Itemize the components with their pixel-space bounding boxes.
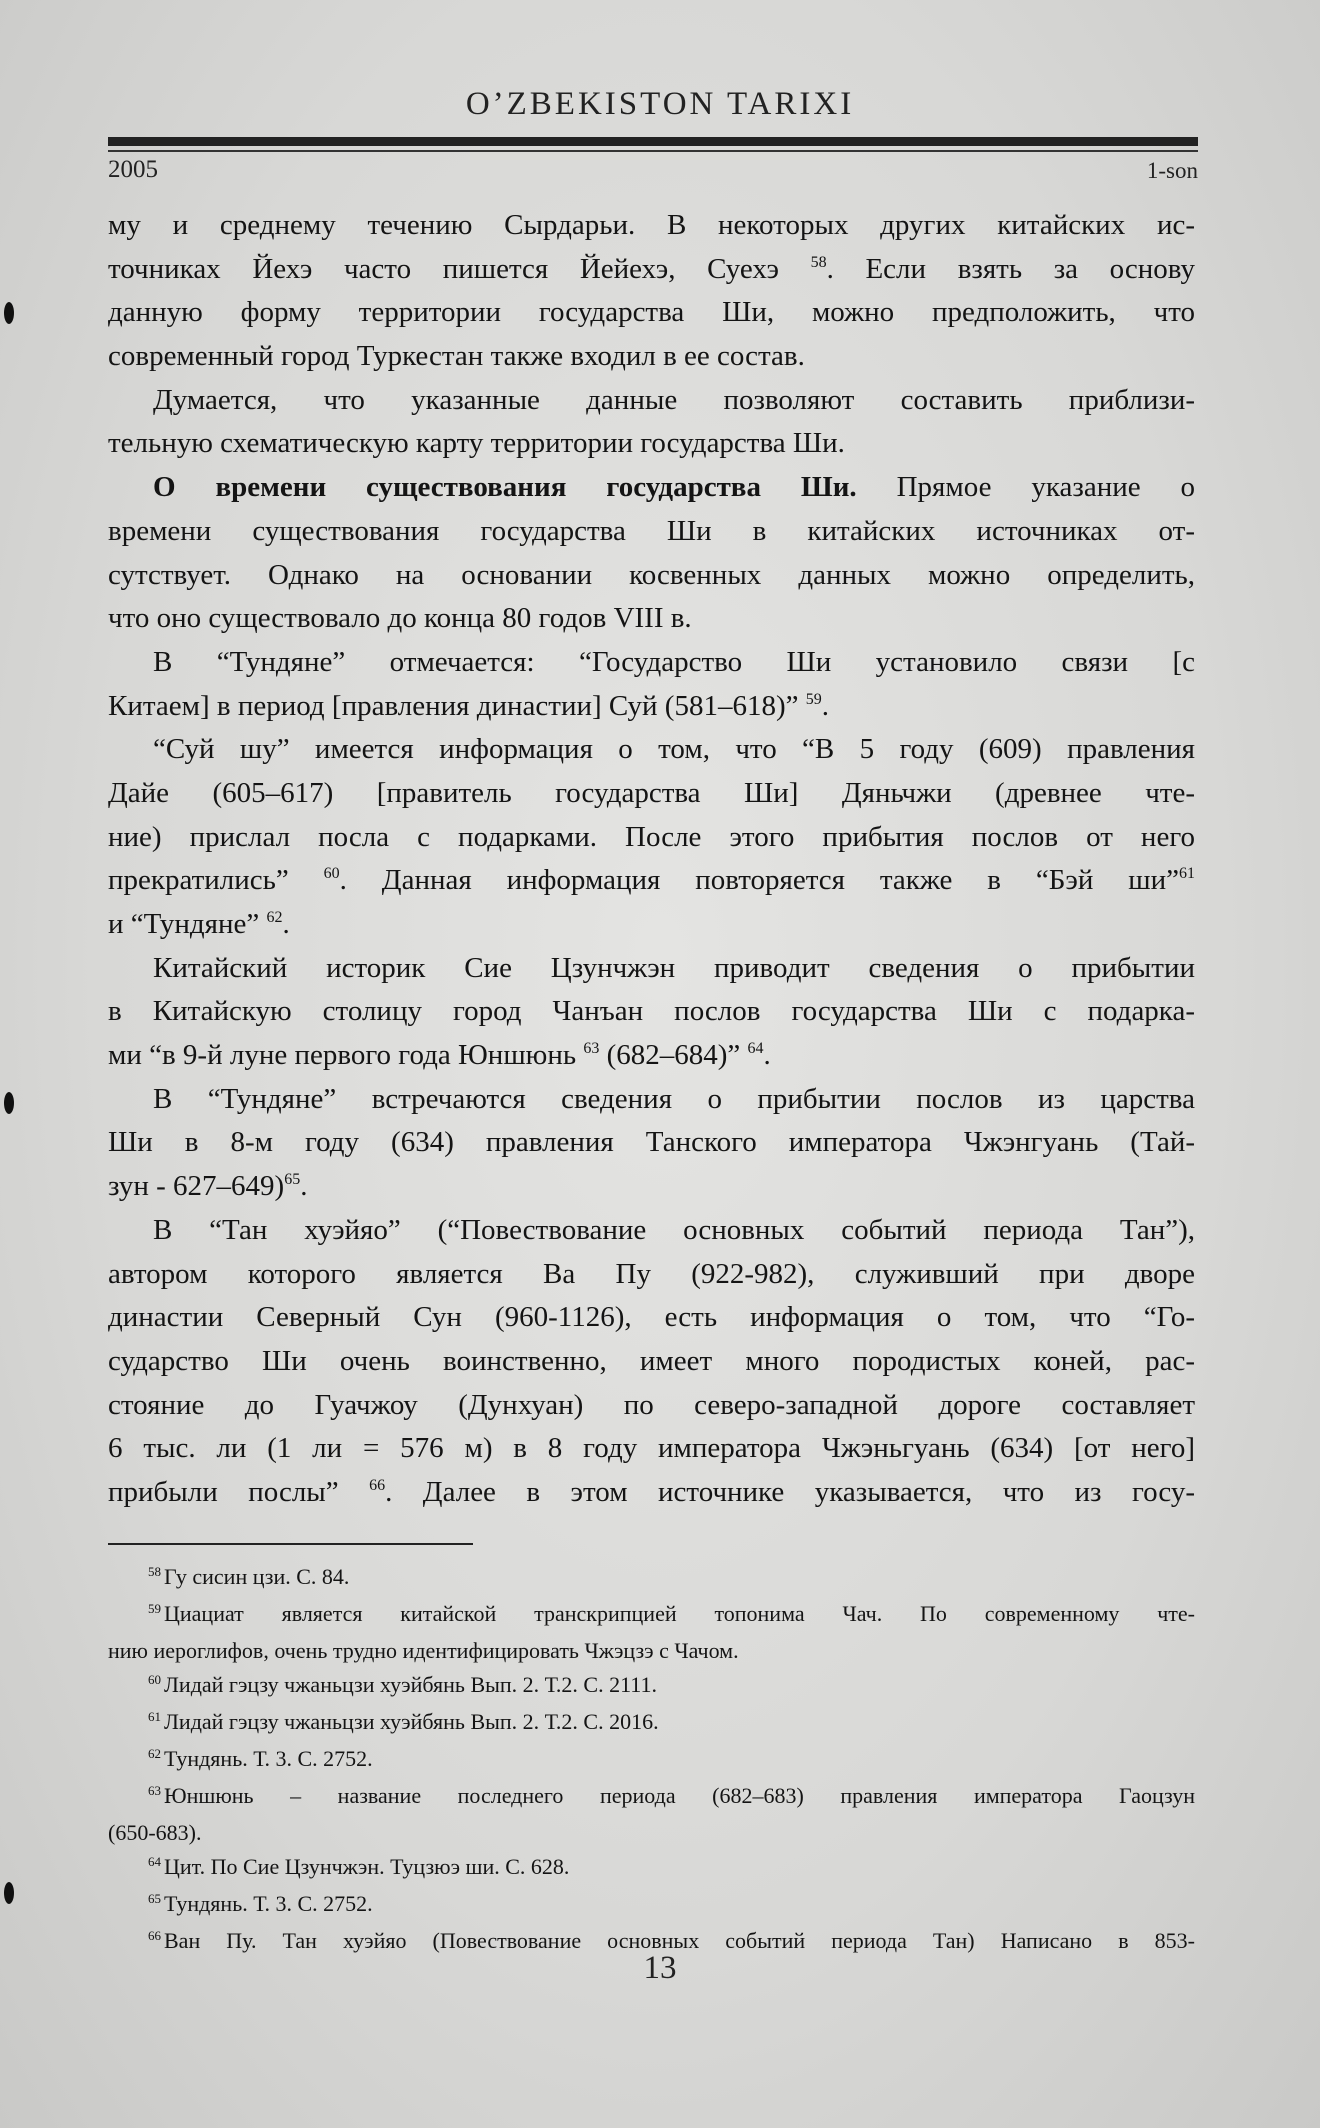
text-line xyxy=(108,597,1195,641)
text-line xyxy=(108,1034,1195,1078)
text-run: 6 тыс. ли (1 ли = 576 м) в 8 году императора Чжэньгуань (634) [от него] xyxy=(108,1432,1195,1465)
text-run: точниках Йехэ часто пишется Йейехэ, Суехэ xyxy=(108,252,811,285)
text-run: что оно существовало до конца 80 годов VIII в. xyxy=(108,602,692,635)
footnote-number: 62 xyxy=(148,1746,161,1761)
header-rule-thin xyxy=(108,150,1198,152)
text-line xyxy=(108,728,1195,772)
text-run: . xyxy=(763,1039,771,1072)
text-line xyxy=(108,204,1195,248)
text-run: В “Тундяне” встречаются сведения о прибытии послов из царства xyxy=(153,1082,1195,1115)
text-run: В “Тундяне” отмечается: “Государство Ши установило связи [с xyxy=(153,645,1195,678)
text-run: современный город Туркестан также входил в ее состав. xyxy=(108,340,805,373)
footnote-ref: 60 xyxy=(323,865,340,883)
text-line xyxy=(108,1340,1195,1384)
footnote-separator xyxy=(108,1543,473,1545)
text-line xyxy=(108,510,1195,554)
text-run: тельную схематическую карту территории государства Ши. xyxy=(108,427,845,460)
text-run: ние) прислал посла с подарками. После этого прибытия послов от него xyxy=(108,820,1195,853)
text-run: времени существования государства Ши в китайских источниках от- xyxy=(108,514,1195,547)
footnote-text: Лидай гэцзу чжаньцзи хуэйбянь Вып. 2. Т.2. С. 2016. xyxy=(164,1709,659,1734)
footnote-text: Цит. По Сие Цзунчжэн. Туцзюэ ши. С. 628. xyxy=(164,1854,570,1879)
text-run: династии Северный Сун (960-1126), есть информация о том, что “Го- xyxy=(108,1301,1195,1334)
footnote-ref: 62 xyxy=(266,909,283,926)
text-run: “Суй шу” имеется информация о том, что “В 5 году (609) правления xyxy=(153,733,1195,766)
footnote-item xyxy=(108,1634,1195,1668)
footnote-text: Юншюнь – название последнего периода (682–683) правления императора Гаоцзун xyxy=(164,1783,1195,1808)
text-run: сутствует. Однако на основании косвенных данных можно определить, xyxy=(108,558,1195,591)
footnote-ref: 66 xyxy=(369,1476,386,1494)
footnote-item xyxy=(108,1850,1195,1887)
footnote-item xyxy=(108,1560,1195,1597)
header-issue: 1-son xyxy=(1146,158,1198,183)
text-line xyxy=(108,422,1195,466)
text-run: ми “в 9-й луне первого года Юншюнь xyxy=(108,1039,584,1072)
footnote-item xyxy=(108,1742,1195,1779)
text-line xyxy=(108,554,1195,598)
text-line xyxy=(108,379,1195,423)
text-run: . xyxy=(300,1170,308,1203)
text-line xyxy=(108,1427,1195,1471)
binding-hole xyxy=(4,1092,14,1114)
text-run: Прямое указание о xyxy=(856,471,1196,504)
footnotes xyxy=(108,1560,1195,1961)
text-line xyxy=(108,1471,1195,1515)
footnote-item xyxy=(108,1887,1195,1924)
footnote-item xyxy=(108,1779,1195,1816)
footnote-item xyxy=(108,1816,1195,1850)
text-run: му и среднему течению Сырдарьи. В некоторых других китайских ис- xyxy=(108,209,1195,241)
text-run: и “Тундяне” xyxy=(108,908,267,940)
footnote-item xyxy=(108,1705,1195,1742)
text-run: . xyxy=(821,689,829,722)
text-run: данную форму территории государства Ши, можно предположить, что xyxy=(108,296,1195,329)
article-body xyxy=(108,204,1195,1515)
footnote-ref: 59 xyxy=(805,690,822,708)
header-rule-thick xyxy=(108,137,1198,146)
footnote-text: Ван Пу. Тан хуэйяо (Повествование основных событий периода Тан) Написано в 853- xyxy=(164,1928,1195,1953)
text-line xyxy=(108,1209,1195,1253)
text-line xyxy=(108,1253,1195,1297)
text-run: прекратились” xyxy=(108,864,324,897)
text-line xyxy=(108,685,1195,729)
text-line xyxy=(108,772,1195,816)
text-run: . Данная информация повторяется также в “Бэй ши” xyxy=(339,864,1179,897)
text-run: стояние до Гуачжоу (Дунхуан) по северо-западной дороге составляет xyxy=(108,1388,1195,1421)
text-run: зун - 627–649) xyxy=(108,1170,285,1203)
text-line xyxy=(108,641,1195,685)
text-line xyxy=(108,1384,1195,1428)
footnote-number: 63 xyxy=(148,1783,161,1798)
text-line xyxy=(108,1165,1195,1209)
footnote-ref: 65 xyxy=(284,1171,301,1189)
footnote-ref: 64 xyxy=(747,1040,764,1058)
footnote-text: Тундянь. Т. 3. С. 2752. xyxy=(164,1891,373,1916)
text-line xyxy=(108,1121,1195,1165)
footnote-text: Гу сисин цзи. С. 84. xyxy=(164,1564,350,1589)
text-run: . Далее в этом источнике указывается, что из госу- xyxy=(385,1475,1195,1508)
footnote-item xyxy=(108,1668,1195,1705)
text-line xyxy=(108,1296,1195,1340)
binding-hole xyxy=(4,302,14,324)
text-run: . xyxy=(282,908,290,940)
footnote-text: Лидай гэцзу чжаньцзи хуэйбянь Вып. 2. Т.2. С. 2111. xyxy=(164,1672,657,1697)
footnote-number: 61 xyxy=(148,1709,161,1724)
footnote-ref: 58 xyxy=(810,253,827,271)
footnote-number: 59 xyxy=(148,1601,161,1616)
text-run: прибыли послы” xyxy=(108,1475,370,1508)
text-run: в Китайскую столицу город Чанъан послов государства Ши с подарка- xyxy=(108,995,1195,1028)
text-line xyxy=(108,335,1195,379)
text-run: автором которого является Ва Пу (922-982), служивший при дворе xyxy=(108,1257,1195,1290)
text-run: Ши в 8-м году (634) правления Танского императора Чжэнгуань (Тай- xyxy=(108,1126,1195,1159)
binding-hole xyxy=(4,1882,14,1904)
text-line xyxy=(108,990,1195,1034)
footnote-ref: 63 xyxy=(583,1040,600,1058)
page-number: 13 xyxy=(643,1950,677,1986)
text-line xyxy=(108,291,1195,335)
text-run: Думается, что указанные данные позволяют составить приблизи- xyxy=(153,383,1195,416)
text-line xyxy=(108,466,1195,510)
text-run: сударство Ши очень воинственно, имеет много породистых коней, рас- xyxy=(108,1344,1195,1377)
text-run: Китайский историк Сие Цзунчжэн приводит сведения о прибытии xyxy=(153,951,1195,984)
footnote-text: нию иероглифов, очень трудно идентифицировать Чжэцзэ с Чачом. xyxy=(108,1638,739,1663)
text-run: Китаем] в период [правления династии] Суй (581–618)” xyxy=(108,689,806,722)
text-line xyxy=(108,859,1195,903)
footnote-item xyxy=(108,1597,1195,1634)
text-run: . Если взять за основу xyxy=(826,252,1196,285)
footnote-text: Тундянь. Т. 3. С. 2752. xyxy=(164,1746,373,1771)
footnote-number: 60 xyxy=(148,1672,161,1687)
text-run: (682–684)” xyxy=(599,1039,748,1072)
footnote-number: 65 xyxy=(148,1891,161,1906)
text-run: В “Тан хуэйяо” (“Повествование основных событий периода Тан”), xyxy=(153,1213,1195,1246)
footnote-number: 58 xyxy=(148,1564,161,1579)
text-line xyxy=(108,903,1195,947)
header-year: 2005 xyxy=(108,156,158,183)
footnote-ref: 61 xyxy=(1179,865,1195,883)
text-line xyxy=(108,947,1195,991)
text-line xyxy=(108,1078,1195,1122)
footnote-number: 66 xyxy=(148,1928,161,1943)
text-line xyxy=(108,816,1195,860)
section-lead: О времени существования государства Ши. xyxy=(153,471,857,504)
text-line xyxy=(108,248,1195,292)
footnote-text: (650-683). xyxy=(108,1820,202,1845)
journal-title: O’ZBEKISTON TARIXI xyxy=(465,86,855,122)
footnote-number: 64 xyxy=(148,1854,161,1869)
text-run: Дайе (605–617) [правитель государства Ши] Дяньчжи (древнее чте- xyxy=(108,776,1195,809)
footnote-text: Циациат является китайской транскрипцией топонима Чач. По современному чте- xyxy=(164,1601,1195,1626)
